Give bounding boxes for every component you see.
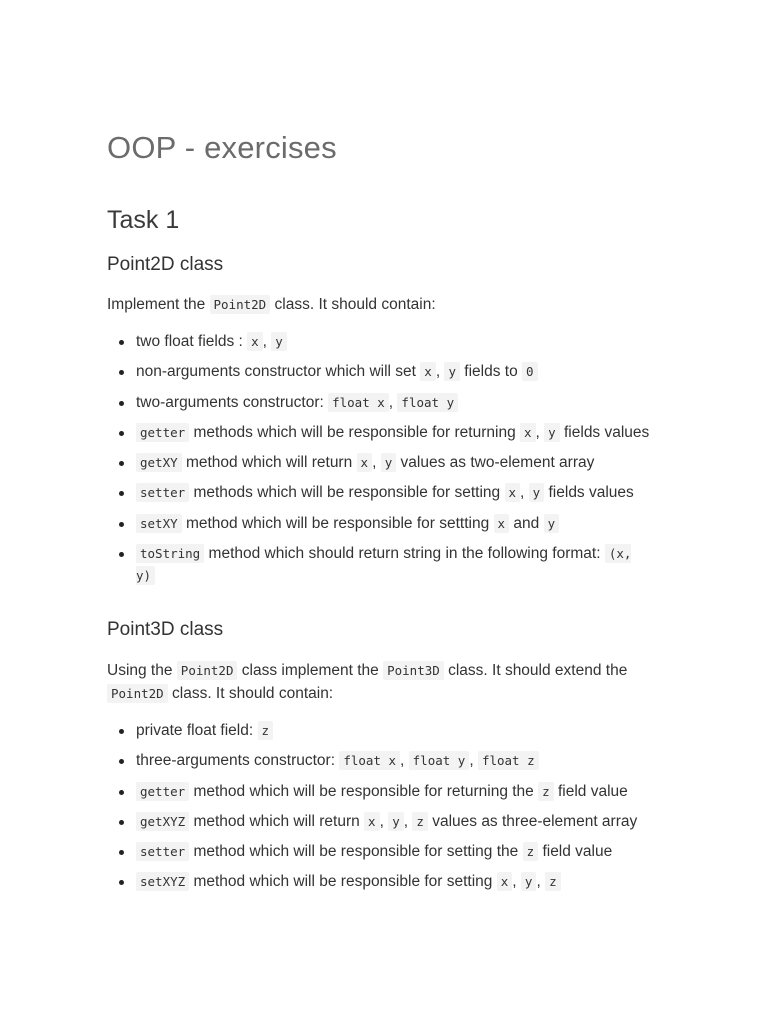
inline-code: float y xyxy=(409,751,470,770)
item-text: , xyxy=(400,752,405,770)
item-text: method which should return string in the following format: xyxy=(208,545,601,563)
list-item xyxy=(107,422,667,444)
item-text: , xyxy=(512,873,517,891)
page-title: OOP - exercises xyxy=(107,130,337,165)
item-text: private float field: xyxy=(136,722,254,739)
list-item xyxy=(107,392,667,414)
intro-text: class. It should extend the xyxy=(448,662,628,679)
item-text: , xyxy=(372,454,377,472)
item-text: two-arguments constructor: xyxy=(136,393,324,411)
inline-code: x xyxy=(420,362,436,381)
inline-code: x xyxy=(497,872,513,891)
point2d-heading: Point2D class xyxy=(107,254,224,275)
task-heading: Task 1 xyxy=(107,206,180,234)
list-item xyxy=(107,750,667,772)
inline-code: z xyxy=(412,812,428,831)
item-text: , xyxy=(388,393,394,411)
item-text: two float fields : xyxy=(136,333,243,350)
item-text: method which will be responsible for settting xyxy=(185,514,490,532)
intro-text: Implement the xyxy=(107,296,206,313)
inline-code: setXYZ xyxy=(136,872,189,891)
inline-code: Point2D xyxy=(210,295,271,314)
inline-code: z xyxy=(545,872,561,891)
item-text: method which will be responsible for setting the xyxy=(193,843,519,861)
inline-code: float x xyxy=(339,751,400,770)
inline-code: y xyxy=(388,812,404,831)
point2d-requirements-list xyxy=(107,331,667,595)
item-text: fields values xyxy=(564,423,650,441)
item-text: methods which will be responsible for setting xyxy=(193,484,501,502)
inline-code: Point2D xyxy=(107,684,168,703)
item-text: , xyxy=(435,363,441,381)
list-item xyxy=(107,811,667,833)
list-item xyxy=(107,720,667,742)
list-item xyxy=(107,361,667,383)
inline-code: y xyxy=(529,483,545,502)
item-text: fields to xyxy=(464,363,518,381)
inline-code: y xyxy=(544,514,560,533)
inline-code: (x, y) xyxy=(136,546,632,584)
inline-code: z xyxy=(538,782,554,801)
list-item xyxy=(107,841,667,863)
inline-code: 0 xyxy=(522,362,538,381)
inline-code: float x xyxy=(328,393,389,412)
inline-code: float z xyxy=(478,751,539,770)
item-text: , xyxy=(403,812,409,830)
list-item xyxy=(107,452,667,474)
inline-code: Point2D xyxy=(177,661,238,680)
inline-code: Point3D xyxy=(383,661,444,680)
intro-text: class implement the xyxy=(241,662,379,679)
item-text: method which will return xyxy=(185,454,353,472)
item-text: values as two-element array xyxy=(400,454,595,472)
inline-code: x xyxy=(494,514,510,533)
item-text: three-arguments constructor: xyxy=(136,752,336,770)
list-item xyxy=(107,482,667,504)
inline-code: y xyxy=(544,423,560,442)
inline-code: z xyxy=(258,721,274,740)
inline-code: getter xyxy=(136,423,189,442)
item-text: values as three-element array xyxy=(432,812,638,830)
item-text: field value xyxy=(542,843,613,861)
item-text: , xyxy=(469,752,474,770)
inline-code: x xyxy=(520,423,536,442)
inline-code: y xyxy=(381,453,397,472)
item-text: method which will be responsible for returning the xyxy=(193,782,534,800)
item-text: , xyxy=(379,812,384,830)
item-text: method which will be responsible for setting xyxy=(193,873,493,891)
item-text: methods which will be responsible for returning xyxy=(193,423,516,441)
inline-code: setter xyxy=(136,483,189,502)
inline-code: z xyxy=(523,842,539,861)
item-text: , xyxy=(520,484,525,502)
item-text: method which will return xyxy=(193,812,360,830)
item-text: , xyxy=(262,333,267,350)
inline-code: x xyxy=(247,332,263,351)
inline-code: x xyxy=(505,483,521,502)
item-text: , xyxy=(536,873,541,891)
inline-code: getter xyxy=(136,782,189,801)
item-text: fields values xyxy=(548,484,634,502)
list-item xyxy=(107,513,667,535)
intro-text: class. It should contain: xyxy=(172,685,334,702)
inline-code: toString xyxy=(136,544,204,563)
point2d-intro xyxy=(107,293,652,316)
intro-text: class. It should contain: xyxy=(274,296,436,313)
item-text: non-arguments constructor which will set xyxy=(136,363,416,381)
inline-code: float y xyxy=(397,393,458,412)
list-item xyxy=(107,331,667,353)
point3d-requirements-list xyxy=(107,720,667,902)
list-item xyxy=(107,543,656,587)
inline-code: getXY xyxy=(136,453,182,472)
inline-code: x xyxy=(357,453,373,472)
intro-text: Using the xyxy=(107,662,173,679)
inline-code: x xyxy=(364,812,380,831)
inline-code: y xyxy=(444,362,460,381)
inline-code: getXYZ xyxy=(136,812,189,831)
list-item xyxy=(107,871,667,893)
item-text: field value xyxy=(557,782,628,800)
item-text: , xyxy=(535,423,540,441)
point3d-intro xyxy=(107,659,652,705)
inline-code: y xyxy=(271,332,287,351)
inline-code: y xyxy=(521,872,537,891)
inline-code: setXY xyxy=(136,514,182,533)
list-item xyxy=(107,781,667,803)
item-text: and xyxy=(513,514,540,532)
inline-code: setter xyxy=(136,842,189,861)
point3d-heading: Point3D class xyxy=(107,619,224,640)
